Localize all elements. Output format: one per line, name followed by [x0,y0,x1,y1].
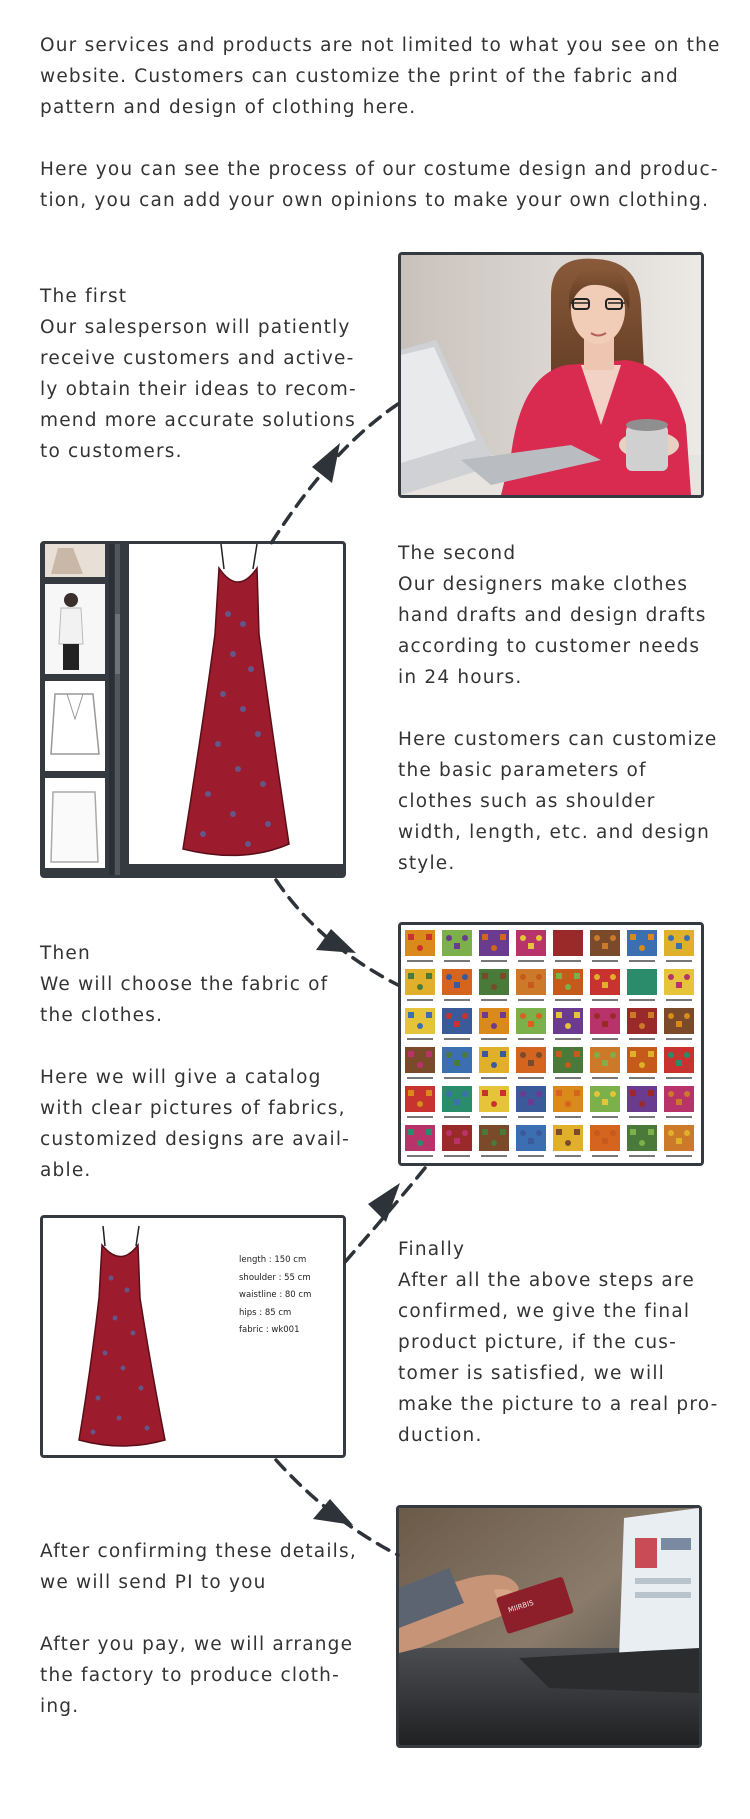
step2-line: Here customers can customize [398,729,718,750]
intro-line: Here you can see the process of our costume design and produc- [40,159,719,180]
step4-line: tomer is satisfied, we will [398,1363,666,1384]
step4-line: duction. [398,1425,483,1446]
step1-line: ly obtain their ideas to recom- [40,379,357,400]
card-text: MIIRBIS [507,1598,535,1615]
step5-line: ing. [40,1696,80,1717]
spec-fabric: fabric : wk001 [239,1325,300,1335]
intro-line: website. Customers can customize the print of the fabric and [40,66,679,87]
step1-line: to customers. [40,441,183,462]
step5-line: After confirming these details, [40,1541,357,1562]
step4-title: Finally [398,1239,466,1260]
step2-title: The second [398,543,517,564]
arrow-2 [276,880,398,985]
step1-line: mend more accurate solutions [40,410,356,431]
step1-line: receive customers and active- [40,348,355,369]
step4-line: make the picture to a real pro- [398,1394,719,1415]
step2-line: hand drafts and design drafts [398,605,707,626]
intro-line: tion, you can add your own opinions to make your own clothing. [40,190,710,211]
step4-line: After all the above steps are [398,1270,695,1291]
intro-line: Our services and products are not limited to what you see on the [40,35,721,56]
step3-line: the clothes. [40,1005,164,1026]
step5-line: After you pay, we will arrange [40,1634,354,1655]
spec-hips: hips : 85 cm [239,1307,292,1318]
step1-title: The first [40,286,128,307]
step3-title: Then [40,943,91,964]
spec-length: length : 150 cm [239,1255,307,1265]
step2-line: Our designers make clothes [398,574,689,595]
step4-line: product picture, if the cus- [398,1332,677,1353]
step4-line: confirmed, we give the final [398,1301,691,1322]
step2-line: width, length, etc. and design [398,822,711,843]
arrow-1 [270,404,398,545]
spec-waistline: waistline : 80 cm [239,1290,312,1300]
step2-line: the basic parameters of [398,760,647,781]
arrowhead-4 [313,1499,353,1525]
step2-line: according to customer needs [398,636,701,657]
intro-line: pattern and design of clothing here. [40,97,417,118]
step3-line: with clear pictures of fabrics, [40,1098,346,1119]
step3-line: customized designs are avail- [40,1129,351,1150]
step5-line: the factory to produce cloth- [40,1665,340,1686]
step3-line: able. [40,1160,92,1181]
arrowhead-1 [312,443,340,483]
step2-line: in 24 hours. [398,667,523,688]
step1-line: Our salesperson will patiently [40,317,351,338]
step5-line: we will send PI to you [40,1572,267,1593]
step3-line: We will choose the fabric of [40,974,329,995]
spec-shoulder: shoulder : 55 cm [239,1272,311,1283]
step2-line: style. [398,853,456,874]
step3-line: Here we will give a catalog [40,1067,322,1088]
step2-line: clothes such as shoulder [398,791,656,812]
